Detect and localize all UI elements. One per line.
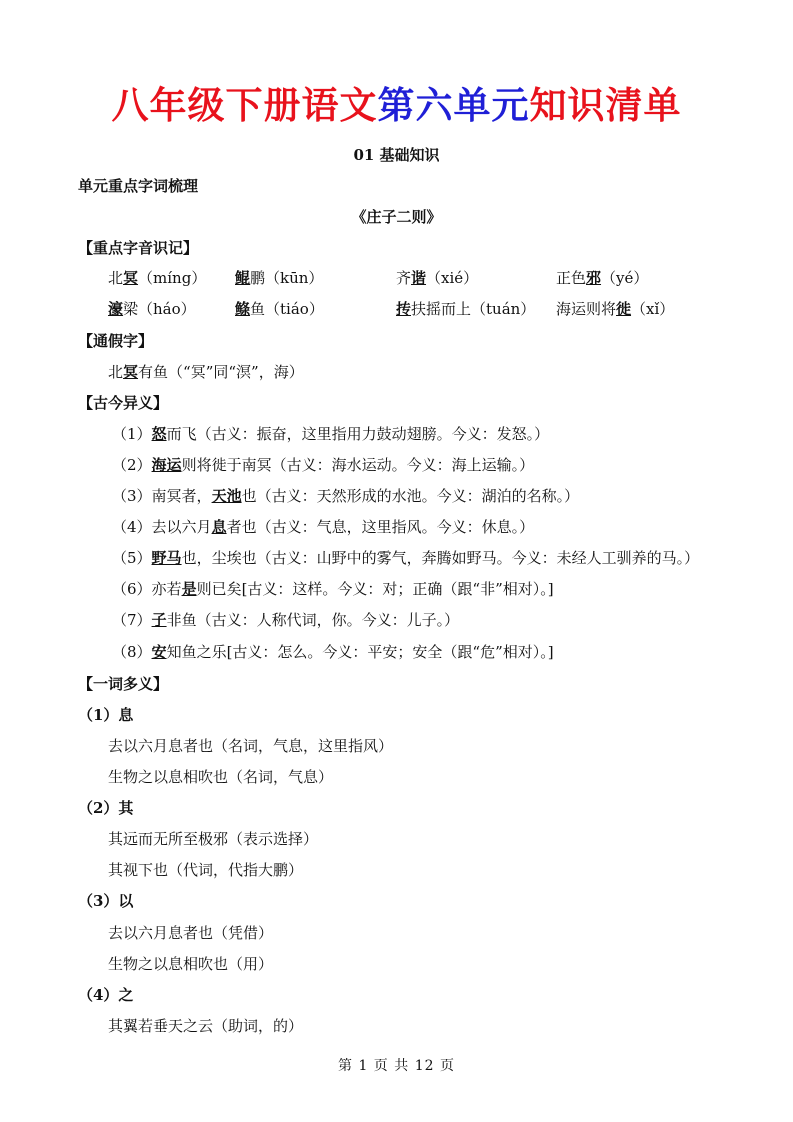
duoyi-line: 其视下也（代词，代指大鹏） bbox=[108, 861, 304, 879]
page-footer: 第 1 页 共 12 页 bbox=[338, 1058, 455, 1074]
pron-item: 齐谐（xié） bbox=[396, 269, 479, 287]
title-part-3: 知识清单 bbox=[529, 84, 682, 127]
duoyi-group-label: （2）其 bbox=[78, 799, 134, 817]
gujin-item: （3）南冥者，天池也（古义：天然形成的水池。今义：湖泊的名称。） bbox=[112, 487, 580, 505]
gujin-item: （7）子非鱼（古义：人称代词，你。今义：儿子。） bbox=[112, 611, 460, 629]
duoyi-line: 生物之以息相吹也（名词，气息） bbox=[108, 768, 334, 786]
duoyi-group-label: （4）之 bbox=[78, 986, 134, 1004]
pron-item: 鲦鱼（tiáo） bbox=[235, 300, 324, 318]
duoyi-group-label: （3）以 bbox=[78, 892, 134, 910]
document-title bbox=[0, 84, 793, 128]
pron-item: 鲲鹏（kūn） bbox=[235, 269, 324, 287]
title-part-2: 第六单元 bbox=[377, 84, 530, 127]
pronunciation-heading: 【重点字音识记】 bbox=[78, 239, 199, 257]
gujin-item: （8）安知鱼之乐[古义：怎么。今义：平安；安全（跟“危”相对）。] bbox=[112, 643, 554, 661]
gujin-item: （4）去以六月息者也（古义：气息，这里指风。今义：休息。） bbox=[112, 518, 535, 536]
gujin-item: （2）海运则将徙于南冥（古义：海水运动。今义：海上运输。） bbox=[112, 456, 535, 474]
lesson-title: 《庄子二则》 bbox=[351, 208, 442, 226]
tongjia-item: 北冥有鱼（“冥”同“溟”，海） bbox=[108, 363, 304, 381]
pron-item: 海运则将徙（xǐ） bbox=[556, 300, 675, 318]
tongjia-heading: 【通假字】 bbox=[78, 332, 154, 350]
subheading: 单元重点字词梳理 bbox=[78, 177, 199, 195]
pron-item: 北冥（míng） bbox=[108, 269, 207, 287]
pron-item: 濠梁（háo） bbox=[108, 300, 196, 318]
gujin-heading: 【古今异义】 bbox=[78, 394, 169, 412]
duoyi-line: 其远而无所至极邪（表示选择） bbox=[108, 830, 319, 848]
gujin-item: （5）野马也，尘埃也（古义：山野中的雾气，奔腾如野马。今义：未经人工驯养的马。） bbox=[112, 549, 700, 567]
duoyi-group-label: （1）息 bbox=[78, 706, 134, 724]
gujin-item: （6）亦若是则已矣[古义：这样。今义：对；正确（跟“非”相对）。] bbox=[112, 580, 554, 598]
duoyi-line: 其翼若垂天之云（助词，的） bbox=[108, 1017, 304, 1035]
pron-item: 正色邪（yé） bbox=[556, 269, 649, 287]
duoyi-line: 去以六月息者也（凭借） bbox=[108, 924, 274, 942]
duoyi-line: 生物之以息相吹也（用） bbox=[108, 955, 274, 973]
gujin-item: （1）怒而飞（古义：振奋，这里指用力鼓动翅膀。今义：发怒。） bbox=[112, 425, 550, 443]
duoyi-line: 去以六月息者也（名词，气息，这里指风） bbox=[108, 737, 394, 755]
section-heading: 01 基础知识 bbox=[353, 146, 440, 164]
pron-item: 抟扶摇而上（tuán） bbox=[396, 300, 536, 318]
title-part-1: 八年级下册语文 bbox=[111, 84, 378, 127]
duoyi-heading: 【一词多义】 bbox=[78, 675, 169, 693]
